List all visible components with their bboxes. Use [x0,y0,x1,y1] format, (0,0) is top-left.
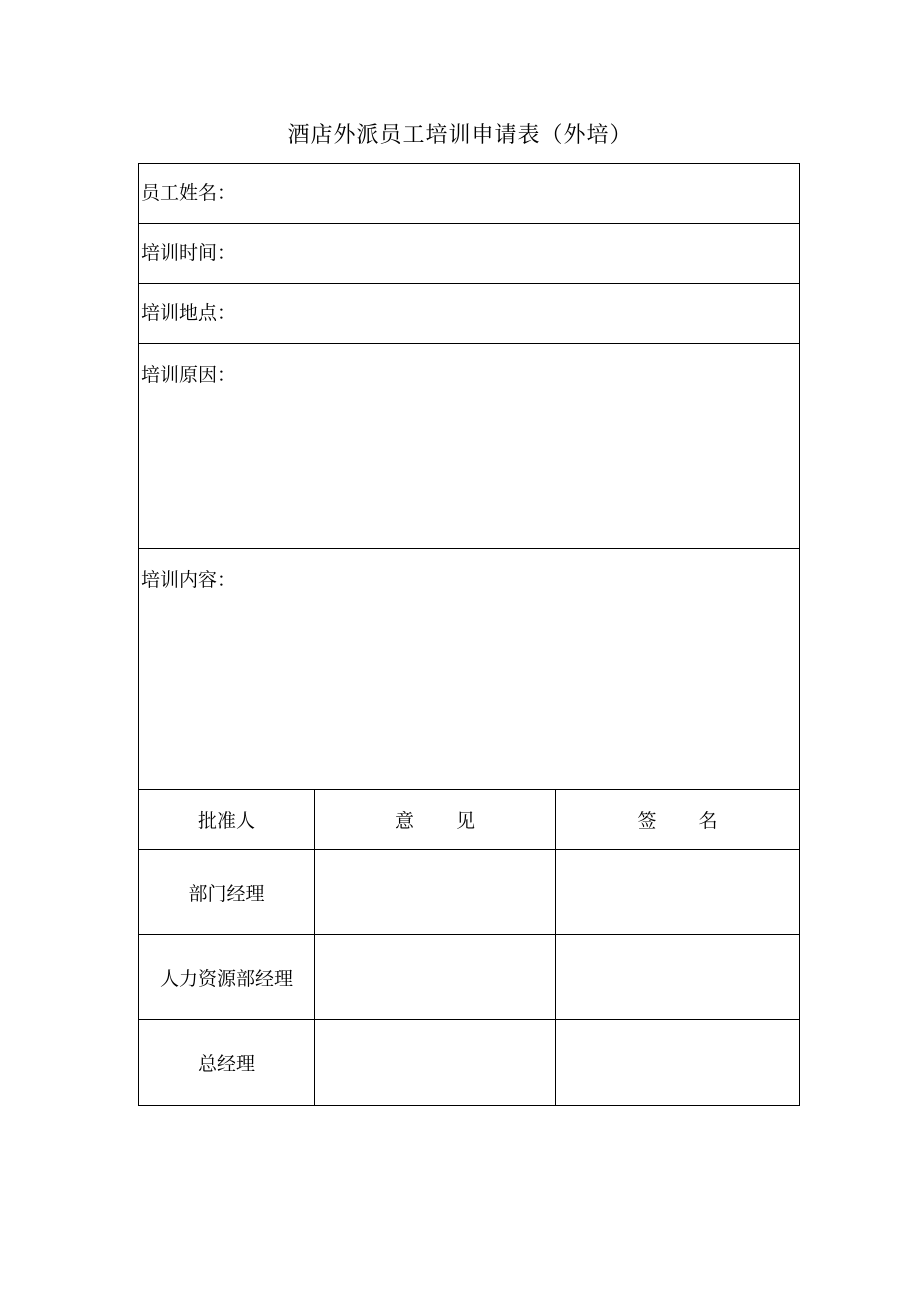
training-time-field[interactable] [139,224,800,284]
opinion-header-char-1: 意 [394,810,414,832]
employee-name-label: 员工姓名： [141,182,237,204]
approval-row [139,1020,800,1106]
training-application-form [138,163,800,1106]
approver-role: 总经理 [139,1020,315,1106]
training-location-row [139,284,800,344]
employee-name-row [139,164,800,224]
signature-cell[interactable] [556,850,800,935]
signature-header-char-2: 名 [698,810,718,832]
training-content-row [139,549,800,790]
training-time-row [139,224,800,284]
training-content-field[interactable] [139,549,800,790]
opinion-cell[interactable] [315,850,556,935]
training-reason-row [139,344,800,549]
approval-header-row [139,790,800,850]
employee-name-field[interactable] [139,164,800,224]
training-location-label: 培训地点： [141,302,237,324]
training-time-label: 培训时间： [141,242,237,264]
training-content-label: 培训内容： [141,569,237,591]
training-location-field[interactable] [139,284,800,344]
approver-header: 批准人 [139,790,315,850]
form-title: 酒店外派员工培训申请表（外培） [287,123,633,148]
opinion-header [315,790,556,850]
signature-cell[interactable] [556,1020,800,1106]
opinion-header-char-2: 见 [456,810,476,832]
approval-row [139,850,800,935]
signature-cell[interactable] [556,935,800,1020]
approver-role: 部门经理 [139,850,315,935]
opinion-cell[interactable] [315,935,556,1020]
signature-header [556,790,800,850]
signature-header-char-1: 签 [637,810,657,832]
training-reason-field[interactable] [139,344,800,549]
training-reason-label: 培训原因： [141,364,237,386]
opinion-cell[interactable] [315,1020,556,1106]
approver-role: 人力资源部经理 [139,935,315,1020]
approval-row [139,935,800,1020]
